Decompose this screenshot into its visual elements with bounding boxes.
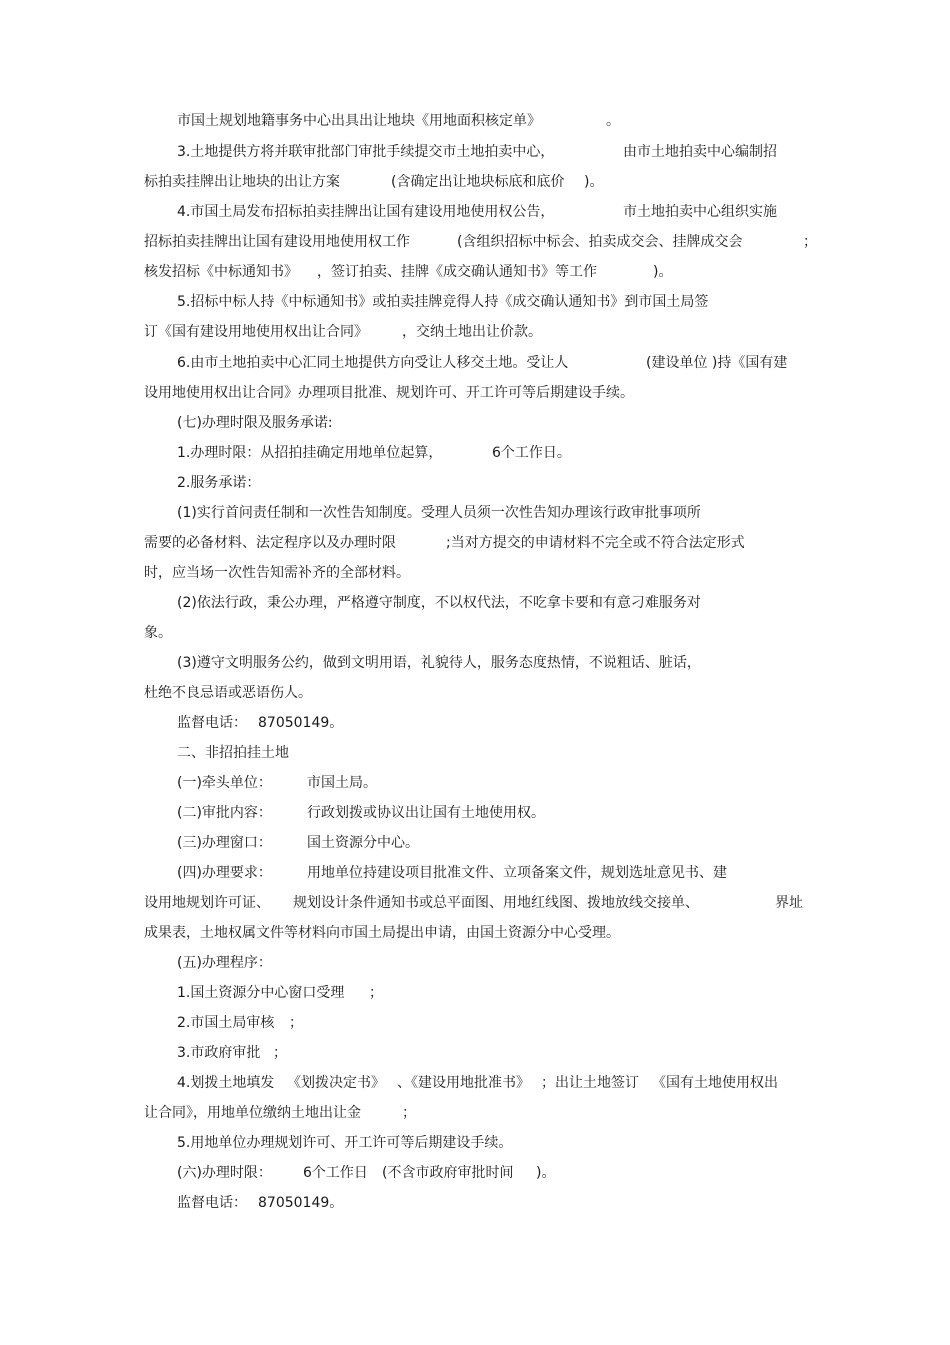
text-segment: 3.土地提供方将并联审批部门审批手续提交市土地拍卖中心， xyxy=(177,144,555,160)
text-segment: 象。 xyxy=(144,625,172,641)
text-segment: (二)审批内容： xyxy=(177,805,272,821)
text-line xyxy=(0,140,950,164)
text-line xyxy=(0,320,950,344)
text-segment: 87050149。 xyxy=(258,715,344,731)
text-line xyxy=(0,109,950,133)
text-line xyxy=(0,741,950,765)
text-segment: 时，应当场一次性告知需补齐的全部材料。 xyxy=(144,565,410,581)
text-line xyxy=(0,170,950,194)
text-segment: 成果表，土地权属文件等材料向市国土局提出申请，由国土资源分中心受理。 xyxy=(144,925,620,941)
text-line xyxy=(0,681,950,705)
text-segment: (七)办理时限及服务承诺: xyxy=(177,415,333,431)
text-line xyxy=(0,861,950,885)
text-line xyxy=(0,771,950,795)
text-line xyxy=(0,1101,950,1125)
text-segment: ；出让土地签订 xyxy=(541,1075,639,1091)
text-segment: 、《建设用地批准书》 xyxy=(397,1075,530,1091)
text-segment: 让合同》，用地单位缴纳土地出让金 xyxy=(144,1105,361,1121)
text-segment: 订《国有建设用地使用权出让合同》 xyxy=(144,324,368,340)
text-segment: 规划设计条件通知书或总平面图、用地红线图、拨地放线交接单、 xyxy=(293,895,699,911)
text-segment: 二、非招拍挂土地 xyxy=(177,745,289,761)
text-line xyxy=(0,260,950,284)
text-segment: 《国有土地使用权出 xyxy=(652,1075,778,1091)
text-line xyxy=(0,531,950,555)
text-segment: 6个工作日。 xyxy=(492,445,571,461)
text-segment: ;当对方提交的申请材料不完全或不符合法定形式 xyxy=(446,535,745,551)
text-segment: 监督电话： xyxy=(177,715,247,731)
text-segment: 市国土规划地籍事务中心出具出让地块《用地面积核定单》 xyxy=(177,113,541,129)
text-segment: 监督电话： xyxy=(177,1195,247,1211)
text-line xyxy=(0,591,950,615)
text-segment: 2.服务承诺： xyxy=(177,475,261,491)
text-line xyxy=(0,230,950,254)
text-segment: 1.办理时限：从招拍挂确定用地单位起算， xyxy=(177,445,443,461)
text-segment: 1.国土资源分中心窗口受理 xyxy=(177,985,345,1001)
text-line xyxy=(0,200,950,224)
text-segment: 6个工作日 xyxy=(303,1165,368,1181)
text-line xyxy=(0,1011,950,1035)
text-line xyxy=(0,831,950,855)
text-line xyxy=(0,801,950,825)
text-segment: ； xyxy=(273,1045,287,1061)
text-segment: ，签订拍卖、挂牌《成交确认通知书》等工作 xyxy=(317,264,597,280)
text-line xyxy=(0,501,950,525)
text-line xyxy=(0,1161,950,1185)
text-line xyxy=(0,1191,950,1215)
text-line xyxy=(0,651,950,675)
text-segment: (五)办理程序： xyxy=(177,955,272,971)
text-line xyxy=(0,381,950,405)
text-segment: (一)牵头单位： xyxy=(177,775,272,791)
text-segment: 杜绝不良忌语或恶语伤人。 xyxy=(144,685,312,701)
text-line xyxy=(0,981,950,1005)
text-segment: (六)办理时限： xyxy=(177,1165,272,1181)
text-segment: (含组织招标中标会、拍卖成交会、挂牌成交会 xyxy=(457,234,743,250)
text-segment: 2.市国土局审核 xyxy=(177,1015,275,1031)
text-segment: (三)办理窗口： xyxy=(177,835,272,851)
text-segment: )。 xyxy=(653,264,673,280)
text-line xyxy=(0,561,950,585)
text-segment: ； xyxy=(289,1015,303,1031)
text-line xyxy=(0,1131,950,1155)
text-segment: 设用地规划许可证、 xyxy=(144,895,270,911)
text-line xyxy=(0,411,950,435)
text-line xyxy=(0,290,950,314)
text-line xyxy=(0,1071,950,1095)
text-segment: 6.由市土地拍卖中心汇同土地提供方向受让人移交土地。受让人 xyxy=(177,355,569,371)
text-segment: 用地单位持建设项目批准文件、立项备案文件，规划选址意见书、建 xyxy=(307,865,727,881)
text-segment: 3.市政府审批 xyxy=(177,1045,261,1061)
text-segment: (不含市政府审批时间 xyxy=(382,1165,514,1181)
text-line xyxy=(0,1041,950,1065)
text-line xyxy=(0,351,950,375)
text-segment: (2)依法行政，秉公办理，严格遵守制度，不以权代法，不吃拿卡要和有意刁难服务对 xyxy=(177,595,701,611)
text-segment: 。 xyxy=(606,113,620,129)
text-line xyxy=(0,951,950,975)
text-segment: 5.用地单位办理规划许可、开工许可等后期建设手续。 xyxy=(177,1135,513,1151)
text-segment: ； xyxy=(803,234,817,250)
text-segment: 87050149。 xyxy=(258,1195,344,1211)
text-segment: 5.招标中标人持《中标通知书》或拍卖挂牌竞得人持《成交确认通知书》到市国土局签 xyxy=(177,294,709,310)
text-segment: (3)遵守文明服务公约，做到文明用语，礼貌待人，服务态度热情，不说粗话、脏话， xyxy=(177,655,701,671)
text-segment: 核发招标《中标通知书》 xyxy=(144,264,298,280)
text-segment: (1)实行首问责任制和一次性告知制度。受理人员须一次性告知办理该行政审批事项所 xyxy=(177,505,701,521)
text-segment: )。 xyxy=(584,174,604,190)
text-line xyxy=(0,441,950,465)
text-segment: ； xyxy=(402,1105,416,1121)
text-segment: 国土资源分中心。 xyxy=(307,835,419,851)
text-segment: (含确定出让地块标底和底价 xyxy=(391,174,565,190)
text-segment: 设用地使用权出让合同》办理项目批准、规划许可、开工许可等后期建设手续。 xyxy=(144,385,634,401)
text-segment: ； xyxy=(369,985,383,1001)
text-segment: 界址 xyxy=(775,895,803,911)
text-line xyxy=(0,621,950,645)
text-segment: 市国土局。 xyxy=(307,775,377,791)
text-segment: (建设单位 )持《国有建 xyxy=(646,355,788,371)
text-segment: 标拍卖挂牌出让地块的出让方案 xyxy=(144,174,340,190)
text-segment: )。 xyxy=(536,1165,556,1181)
text-segment: 行政划拨或协议出让国有土地使用权。 xyxy=(307,805,545,821)
text-segment: (四)办理要求： xyxy=(177,865,272,881)
text-segment: ，交纳土地出让价款。 xyxy=(402,324,542,340)
text-segment: 需要的必备材料、法定程序以及办理时限 xyxy=(144,535,396,551)
text-segment: 由市土地拍卖中心编制招 xyxy=(623,144,777,160)
text-segment: 4.划拨土地填发 xyxy=(177,1075,275,1091)
text-segment: 市土地拍卖中心组织实施 xyxy=(623,204,777,220)
text-line xyxy=(0,891,950,915)
text-line xyxy=(0,921,950,945)
text-segment: 招标拍卖挂牌出让国有建设用地使用权工作 xyxy=(144,234,410,250)
text-segment: 《划拨决定书》 xyxy=(287,1075,385,1091)
text-line xyxy=(0,711,950,735)
text-segment: 4.市国土局发布招标拍卖挂牌出让国有建设用地使用权公告， xyxy=(177,204,555,220)
text-line xyxy=(0,471,950,495)
